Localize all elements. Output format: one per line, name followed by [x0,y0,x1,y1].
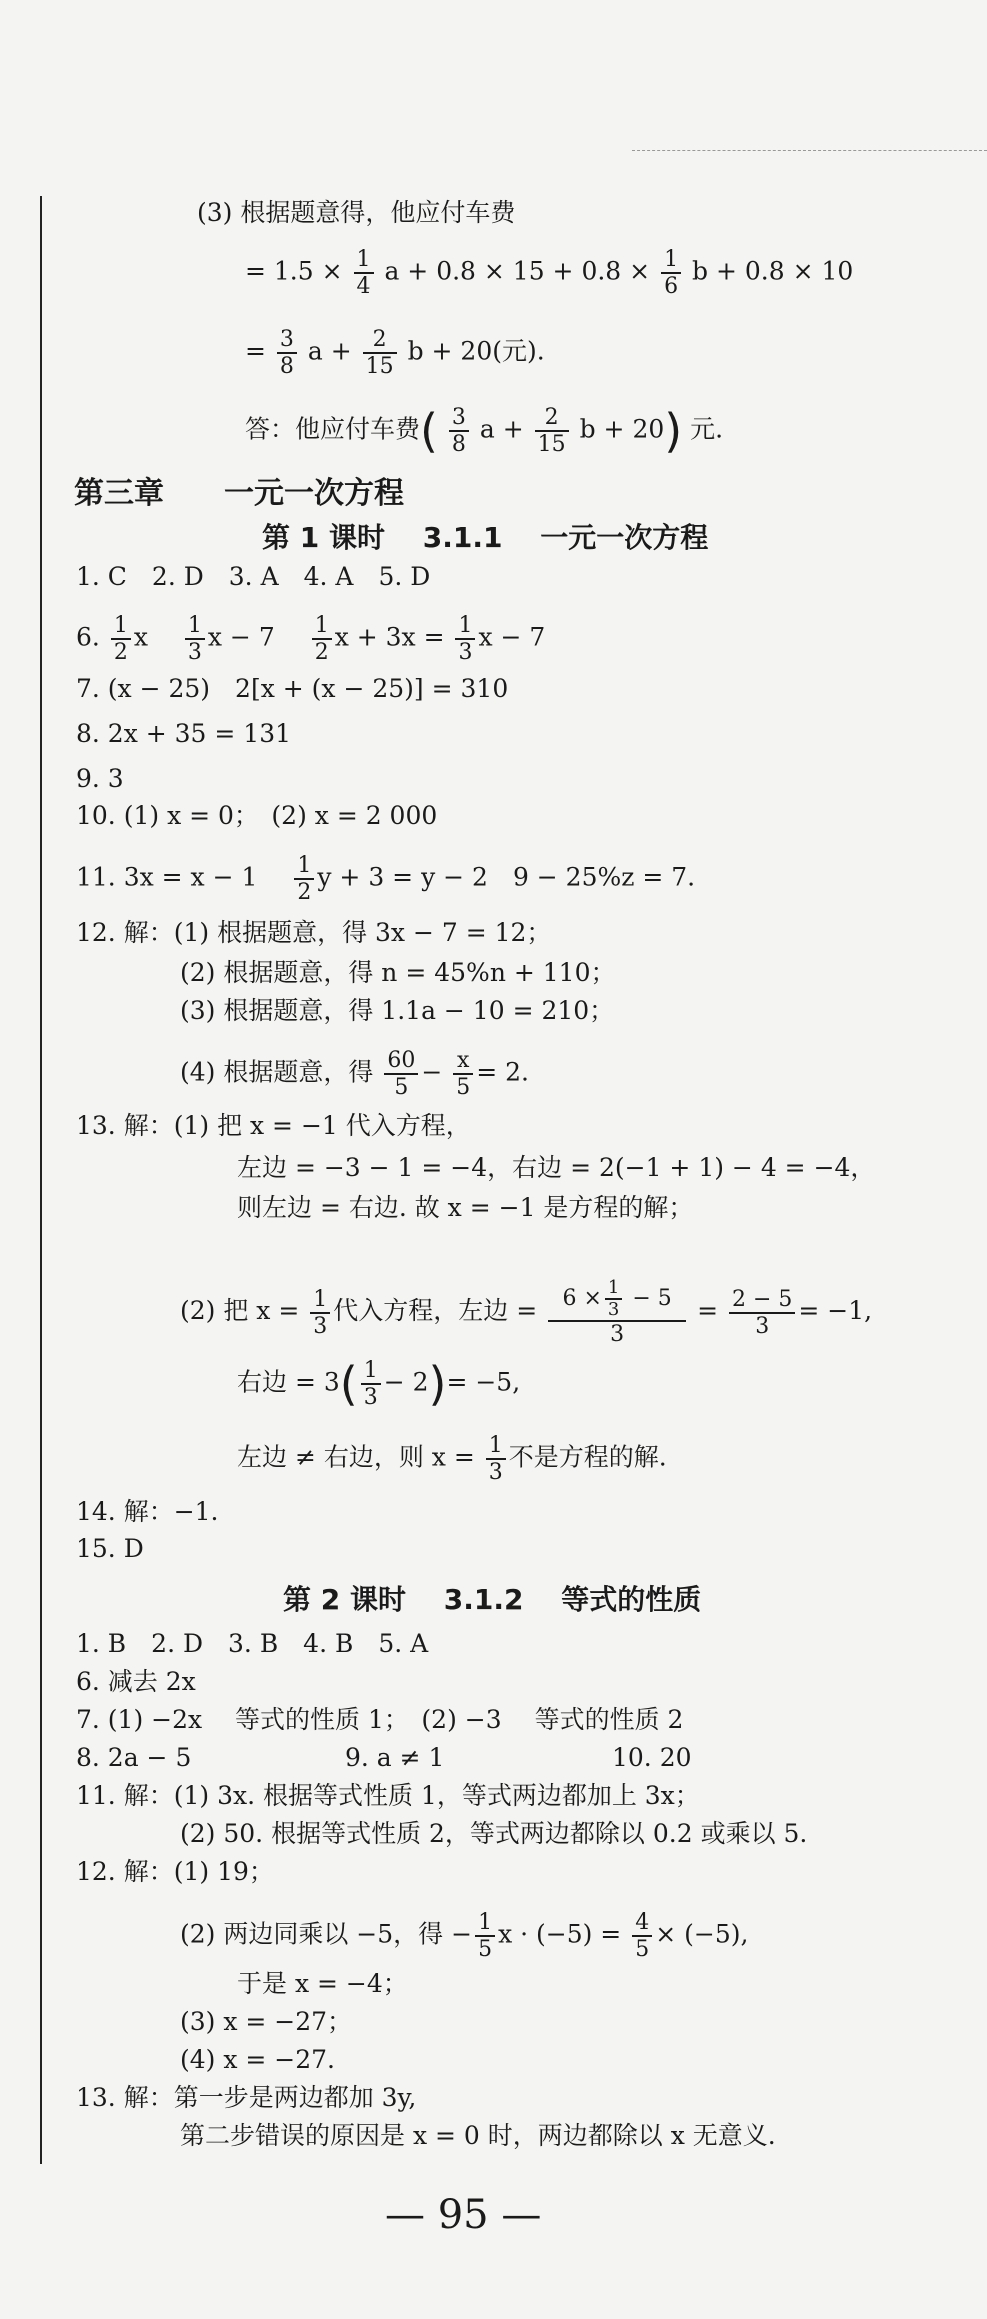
num: 1 [187,613,202,638]
c1-q13-3: 则左边 = 右边. 故 x = −1 是方程的解； [237,1193,694,1222]
c2-q6: 6. 减去 2x [76,1667,196,1696]
text: a + [479,414,524,444]
text: 不是方程的解. [508,1442,667,1472]
text: 右边 = 3 [237,1367,340,1397]
fraction [384,1048,418,1100]
text: x − 7 [207,622,275,652]
right-paren: ) [664,404,683,458]
fraction [535,405,569,457]
left-paren: ( [420,404,438,458]
text: a + 0.8 × 15 + 0.8 × [384,256,651,286]
text: (2) 两边同乘以 −5，得 − [180,1919,473,1949]
fraction [363,327,397,379]
den: 8 [277,352,297,379]
num: 1 [664,247,679,272]
den: 3 [486,1458,506,1485]
text: (4) 根据题意，得 [180,1057,374,1087]
num: 3 [451,405,466,430]
num: 1 [356,247,371,272]
c2-q10: 10. 20 [612,1743,692,1772]
p3-line2 [245,247,853,299]
c2-q8: 8. 2a − 5 [76,1743,192,1772]
text: b + 20(元). [407,336,545,366]
fraction [277,327,297,379]
text: a + [307,336,352,366]
c2-q11-1: 11. 解：(1) 3x. 根据等式性质 1，等式两边都加上 3x； [76,1781,700,1810]
num: 3 [279,327,294,352]
den: 3 [361,1383,381,1410]
chapter-title: 第三章 一元一次方程 [74,476,404,511]
c2-q12-5: (4) x = −27. [180,2045,336,2074]
text: 元. [690,414,724,444]
fraction [605,1278,622,1320]
text: × (−5), [655,1919,749,1949]
den: 15 [363,352,397,379]
c1-q10: 10. (1) x = 0； (2) x = 2 000 [76,801,438,830]
left-paren: ( [339,1357,358,1411]
left-margin-rule [40,196,42,2164]
text: x + 3x = [334,622,445,652]
text: x [133,622,148,652]
text: = −5, [446,1367,521,1397]
den: 3 [310,1312,330,1339]
c1-q8: 8. 2x + 35 = 131 [76,719,292,748]
top-rule [632,150,987,152]
num: 1 [363,1358,378,1383]
num: 60 [387,1048,416,1073]
c2-q1: 1. B 2. D 3. B 4. B 5. A [76,1629,429,1658]
den: 3 [548,1320,686,1347]
c1-q7: 7. (x − 25) 2[x + (x − 25)] = 310 [76,674,509,703]
p3-line3 [245,327,545,379]
num: 1 [113,613,128,638]
den: 2 [111,638,131,665]
p3-line1: (3) 根据题意得，他应付车费 [197,198,516,227]
text: = [245,336,266,366]
den: 3 [455,638,475,665]
fraction [455,613,475,665]
c1-q12-2: (2) 根据题意，得 n = 45%n + 110； [180,958,616,987]
text: 左边 ≠ 右边，则 x = [237,1442,475,1472]
c1-q13-5 [237,1358,520,1410]
c1-q13-4 [180,1278,872,1347]
num: 1 [478,1910,493,1935]
den: 2 [312,638,332,665]
fraction [632,1910,652,1962]
num: 2 [544,405,559,430]
c1-q1: 1. C 2. D 3. A 4. A 5. D [76,562,431,591]
text: (2) 把 x = [180,1296,300,1325]
right-paren: ) [428,1357,447,1411]
c2-q11-2: (2) 50. 根据等式性质 2，等式两边都除以 0.2 或乘以 5. [180,1819,808,1848]
c2-q7: 7. (1) −2x 等式的性质 1； (2) −3 等式的性质 2 [76,1705,684,1734]
text: b + 0.8 × 10 [692,256,854,286]
c1-q15: 15. D [76,1534,144,1563]
den: 3 [185,638,205,665]
c1-q6 [76,613,545,665]
num: x [457,1048,470,1073]
fraction [548,1278,686,1347]
text: − 5 [625,1286,672,1311]
c2-q12-2 [180,1910,748,1962]
den: 2 [294,878,314,905]
c2-q13-2: 第二步错误的原因是 x = 0 时，两边都除以 x 无意义. [180,2121,776,2150]
c1-q13-1: 13. 解：(1) 把 x = −1 代入方程， [76,1111,471,1140]
c1-q13-2: 左边 = −3 − 1 = −4，右边 = 2(−1 + 1) − 4 = −4， [237,1153,876,1182]
c1-q13-6 [237,1433,667,1485]
den: 15 [535,430,569,457]
c1-q11 [76,853,695,905]
fraction [310,1287,330,1339]
fraction [729,1287,795,1339]
num: 1 [297,853,312,878]
num: 1 [313,1286,328,1312]
text: = −1, [798,1296,873,1325]
c2-q12-4: (3) x = −27； [180,2007,353,2036]
fraction [312,613,332,665]
text: 6. [76,622,100,652]
den: 8 [449,430,469,457]
den: 5 [475,1935,495,1962]
c1-q14: 14. 解：−1. [76,1497,219,1526]
fraction [361,1358,381,1410]
section-2-title: 第 2 课时 3.1.2 等式的性质 [283,1583,702,1616]
page-number: — 95 — [385,2192,542,2238]
text: x · (−5) = [498,1919,622,1949]
c1-q12-3: (3) 根据题意，得 1.1a − 10 = 210； [180,996,615,1025]
fraction [294,853,314,905]
text: 11. 3x = x − 1 [76,862,258,892]
text: − [421,1057,443,1087]
text: = 2. [476,1057,529,1087]
den: 3 [729,1312,795,1339]
c2-q12-3: 于是 x = −4； [237,1969,408,1998]
c2-q13-1: 13. 解：第一步是两边都加 3y, [76,2083,417,2112]
c1-q12-1: 12. 解：(1) 根据题意，得 3x − 7 = 12； [76,918,552,947]
text: 代入方程，左边 = [333,1296,538,1325]
text: 答：他应付车费 [245,414,421,444]
c1-q12-4 [180,1048,529,1100]
den: 5 [632,1935,652,1962]
den: 6 [661,272,681,299]
fraction [475,1910,495,1962]
c1-q9: 9. 3 [76,764,124,793]
fraction [111,613,131,665]
num: 1 [314,613,329,638]
fraction [185,613,205,665]
text: = 1.5 × [245,256,343,286]
fraction [449,405,469,457]
num: 1 [458,613,473,638]
den: 3 [605,1298,622,1320]
num: 1 [607,1277,620,1298]
num: 4 [635,1910,650,1935]
den: 5 [384,1073,418,1100]
p3-line4 [245,405,723,457]
den: 5 [453,1073,473,1100]
c2-q9: 9. a ≠ 1 [345,1743,445,1772]
num [548,1278,686,1320]
fraction [486,1433,506,1485]
c2-q12-1: 12. 解：(1) 19； [76,1857,274,1886]
section-1-title: 第 1 课时 3.1.1 一元一次方程 [262,521,709,554]
num: 1 [488,1433,503,1458]
fraction [453,1048,473,1100]
text: = [697,1296,719,1325]
num: 2 − 5 [731,1286,793,1312]
den: 4 [354,272,374,299]
num: 2 [372,327,387,352]
text: b + 20 [579,414,665,444]
text: x − 7 [478,622,546,652]
fraction [661,247,681,299]
text: − 2 [383,1367,429,1397]
fraction [354,247,374,299]
text: y + 3 = y − 2 9 − 25%z = 7. [317,862,696,892]
text: 6 × [562,1286,602,1311]
